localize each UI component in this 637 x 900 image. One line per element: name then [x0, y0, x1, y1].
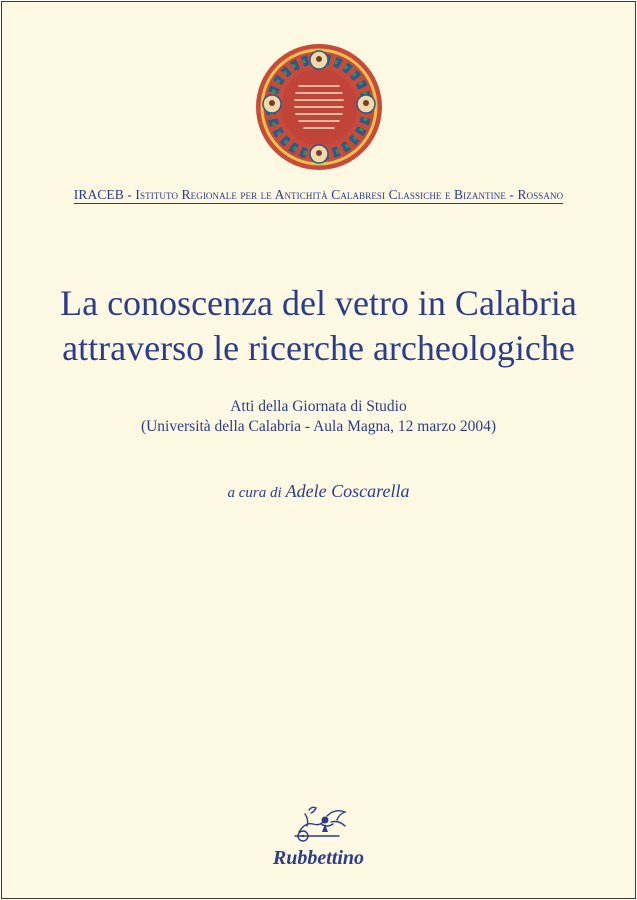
editor-credit — [2, 481, 635, 502]
byzantine-medallion-icon — [254, 42, 384, 172]
publisher-name: Rubbettino — [272, 847, 365, 869]
title-line-2: attraverso le ricerche archeologiche — [62, 328, 575, 368]
book-cover — [1, 1, 636, 899]
editor-name: Adele Coscarella — [285, 481, 410, 501]
griffin-chariot-icon — [285, 802, 357, 844]
title-line-1: La conoscenza del vetro in Calabria — [60, 283, 577, 323]
subtitle — [2, 397, 635, 437]
subtitle-line-1: Atti della Giornata di Studio — [230, 398, 407, 415]
institute-line: IRACEB - Istituto Regionale per le Antichità Calabresi Classiche e Bizantine - Rossano — [73, 187, 564, 202]
subtitle-line-2: (Università della Calabria - Aula Magna, 12 marzo 2004) — [140, 418, 497, 435]
editor-prefix: a cura di — [227, 485, 282, 501]
book-title — [2, 281, 635, 371]
